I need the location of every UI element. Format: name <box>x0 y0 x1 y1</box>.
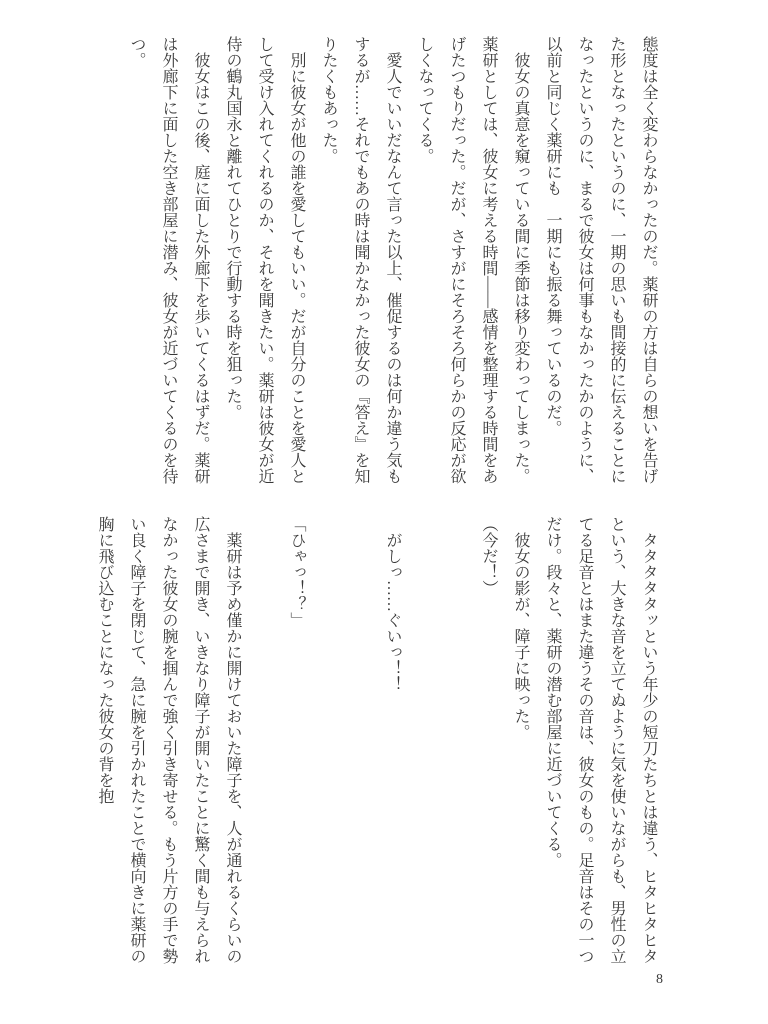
paragraph: がしっ……ぐいっ！！ <box>384 532 401 692</box>
paragraph: 「ひゃっ！？」 <box>288 516 305 628</box>
paragraph: タタタタタッという年少の短刀たちとは違う、ヒタヒタヒタという、大きな音を立てぬように気を使いながらも、男性の立てる足音とはまた違うその音は、彼女のもの。足音はその一つだけ。段々と、薬研の潜む部屋に近づいてくる。 <box>544 516 657 964</box>
paragraph: 薬研は予め僅かに開けておいた障子を、人が通れるくらいの広さまで開き、いきなり障子が開いたことに驚く間も与えられなかった彼女の腕を掴んで強く引き寄せる。もう片方の手で勢い良く障子を閉じて、急に腕を引かれたことで横向きに薬研の胸に飛び込むことになった彼女の背を抱 <box>96 516 241 964</box>
text-block-top <box>120 36 664 488</box>
paragraph: 態度は全く変わらなかったのだ。薬研の方は自らの想いを告げた形となったというのに、一期の思いも間接的に伝えることになったというのに、まるで彼女は何事もなかったかのように、以前と同じく薬研にも 一期にも振る舞っているのだ。 <box>544 36 657 484</box>
paragraph: 愛人でいいだなんて言った以上、催促するのは何か違う気もするが……それでもあの時は聞かなかった彼女の『答え』を知りたくもあった。 <box>320 36 401 484</box>
paragraph: （今だ！） <box>480 516 497 596</box>
text-block-bottom <box>88 516 664 968</box>
paragraph: 彼女の真意を窺っている間に季節は移り変わってしまった。薬研としては、彼女に考える時間――感情を整理する時間をあげたつもりだった。だが、さすがにそろそろ何らかの反応が欲しくなってくる。 <box>416 36 529 484</box>
paragraph: 別に彼女が他の誰を愛してもいい。だが自分のことを愛人として受け入れてくれるのか、それを聞きたい。薬研は彼女が近侍の鶴丸国永と離れてひとりで行動する時を狙った。 <box>224 36 305 484</box>
paragraph: 彼女はこの後、庭に面した外廊下を歩いてくるはずだ。薬研は外廊下に面した空き部屋に潜み、彼女が近づいてくるのを待つ。 <box>128 36 209 484</box>
page-number: 8 <box>656 972 663 987</box>
paragraph: 彼女の影が、障子に映った。 <box>512 532 529 740</box>
